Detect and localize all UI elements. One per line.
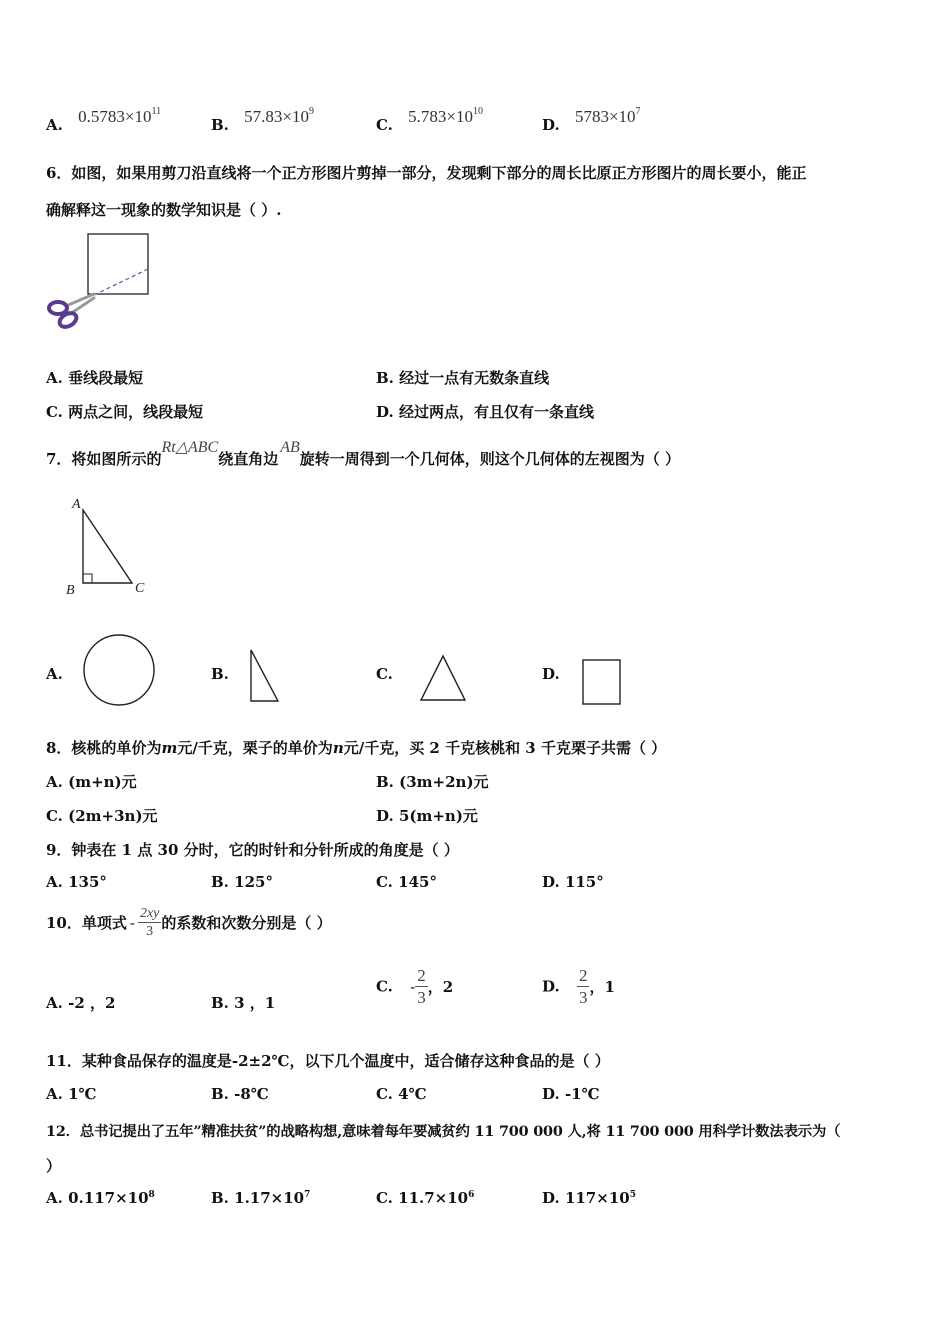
q9-option-c[interactable]: C. 145° xyxy=(376,873,437,891)
q5-option-d[interactable]: D. $5783\times 10^7$ xyxy=(542,106,641,134)
q6-option-d[interactable]: D. 经过两点，有且仅有一条直线 xyxy=(376,403,594,421)
q10-option-c[interactable]: C. - $\frac{2}{3}$ ，2 xyxy=(376,966,454,1007)
vertex-a-label: A xyxy=(72,497,81,512)
q10-option-b[interactable]: B. 3 ，1 xyxy=(211,994,276,1012)
q5-option-b-value: $57.83\times 10^9$ xyxy=(244,106,314,126)
vertex-c-label: C xyxy=(135,581,145,596)
q8-option-d[interactable]: D. 5(m+n)元 xyxy=(376,807,478,825)
q11-option-a[interactable]: A. 1℃ xyxy=(46,1085,97,1103)
q12-option-c[interactable]: C. $11.7\times 10^6$ xyxy=(376,1189,475,1207)
q6-option-b[interactable]: B. 经过一点有无数条直线 xyxy=(376,369,550,387)
q11-option-d[interactable]: D. -1℃ xyxy=(542,1085,600,1103)
q8-stem: 8．核桃的单价为m元/千克，栗子的单价为n元/千克，买 2 千克核桃和 3 千克栗子共需（ ） xyxy=(46,739,667,757)
q6-stem-line1: 6．如图，如果用剪刀沿直线将一个正方形图片剪掉一部分，发现剩下部分的周长比原正方形图片的周长要小，能正 xyxy=(46,164,807,182)
q12-option-a[interactable]: A. $0.117\times 10^8$ xyxy=(46,1189,155,1207)
q10-option-d-fraction: $\frac{2}{3}$ xyxy=(578,966,588,1007)
q6-option-c[interactable]: C. 两点之间，线段最短 xyxy=(46,403,204,421)
q7-option-b-label[interactable]: B. xyxy=(211,665,229,683)
q10-option-c-fraction: $\frac{2}{3}$ xyxy=(417,966,426,1007)
cut-line xyxy=(92,269,148,296)
q7-option-b-right-triangle[interactable] xyxy=(245,645,285,707)
q5-option-a-value: $0.5783\times 10^{11}$ xyxy=(78,106,162,126)
q11-option-b[interactable]: B. -8℃ xyxy=(211,1085,269,1103)
q12-stem-line1: 12．总书记提出了五年”精准扶贫”的战略构想,意味着每年要减贫约 11 700 000 人,将 11 700 000 用科学计数法表示为（ xyxy=(46,1123,841,1140)
q12-option-b[interactable]: B. $1.17\times 10^7$ xyxy=(211,1189,311,1207)
q8-option-c[interactable]: C. (2m+3n)元 xyxy=(46,807,158,825)
q8-option-b[interactable]: B. (3m+2n)元 xyxy=(376,773,489,791)
q12-option-d[interactable]: D. $117\times 10^5$ xyxy=(542,1189,636,1207)
q7-option-c-isosceles-triangle[interactable] xyxy=(418,652,470,704)
q6-figure-scissors-square xyxy=(44,228,154,338)
q7-option-d-label[interactable]: D. xyxy=(542,665,560,683)
q7-ab-label: AB xyxy=(280,439,300,456)
q7-triangle-figure xyxy=(60,490,160,600)
q10-stem: 10．单项式 - $\frac{2xy}{3}$ 的系数和次数分别是（ ） xyxy=(46,906,332,939)
q7-option-a-circle[interactable] xyxy=(80,630,160,710)
q7-stem: 7．将如图所示的Rt△ABC绕直角边AB旋转一周得到一个几何体，则这个几何体的左视图为（ ） xyxy=(46,439,680,468)
q10-fraction: $\frac{2xy}{3}$ xyxy=(139,906,160,939)
square-shape xyxy=(88,234,148,294)
q5-option-a[interactable]: A. $0.5783\times 10^{11}$ xyxy=(46,106,162,134)
q5-option-b[interactable]: B. $57.83\times 10^9$ xyxy=(211,106,314,134)
q7-option-d-rectangle[interactable] xyxy=(580,656,625,708)
q8-option-a[interactable]: A. (m+n)元 xyxy=(46,773,137,791)
vertex-b-label: B xyxy=(66,583,75,598)
q6-option-a[interactable]: A. 垂线段最短 xyxy=(46,369,144,387)
q9-option-a[interactable]: A. 135° xyxy=(46,873,107,891)
q11-option-c[interactable]: C. 4℃ xyxy=(376,1085,427,1103)
q6-stem-line2: 确解释这一现象的数学知识是（ ）. xyxy=(46,201,282,219)
q7-option-c-label[interactable]: C. xyxy=(376,665,393,683)
scissors-icon xyxy=(49,294,94,330)
q9-stem: 9．钟表在 1 点 30 分时，它的时针和分针所成的角度是（ ） xyxy=(46,841,459,859)
q7-rt-triangle-label: Rt△ABC xyxy=(161,439,219,456)
q12-stem-line2: ） xyxy=(46,1157,62,1175)
q11-stem: 11．某种食品保存的温度是-2±2℃，以下几个温度中，适合储存这种食品的是（ ） xyxy=(46,1052,610,1070)
q5-option-d-value: $5783\times 10^7$ xyxy=(574,106,641,126)
q9-option-b[interactable]: B. 125° xyxy=(211,873,273,891)
q5-option-c-value: $5.783\times 10^{10}$ xyxy=(408,106,483,126)
q5-option-c[interactable]: C. $5.783\times 10^{10}$ xyxy=(376,106,483,134)
q10-option-a[interactable]: A. -2 ，2 xyxy=(46,994,116,1012)
q7-option-a-label[interactable]: A. xyxy=(46,665,63,683)
q9-option-d[interactable]: D. 115° xyxy=(542,873,604,891)
q10-option-d[interactable]: D. $\frac{2}{3}$ ，1 xyxy=(542,966,615,1007)
